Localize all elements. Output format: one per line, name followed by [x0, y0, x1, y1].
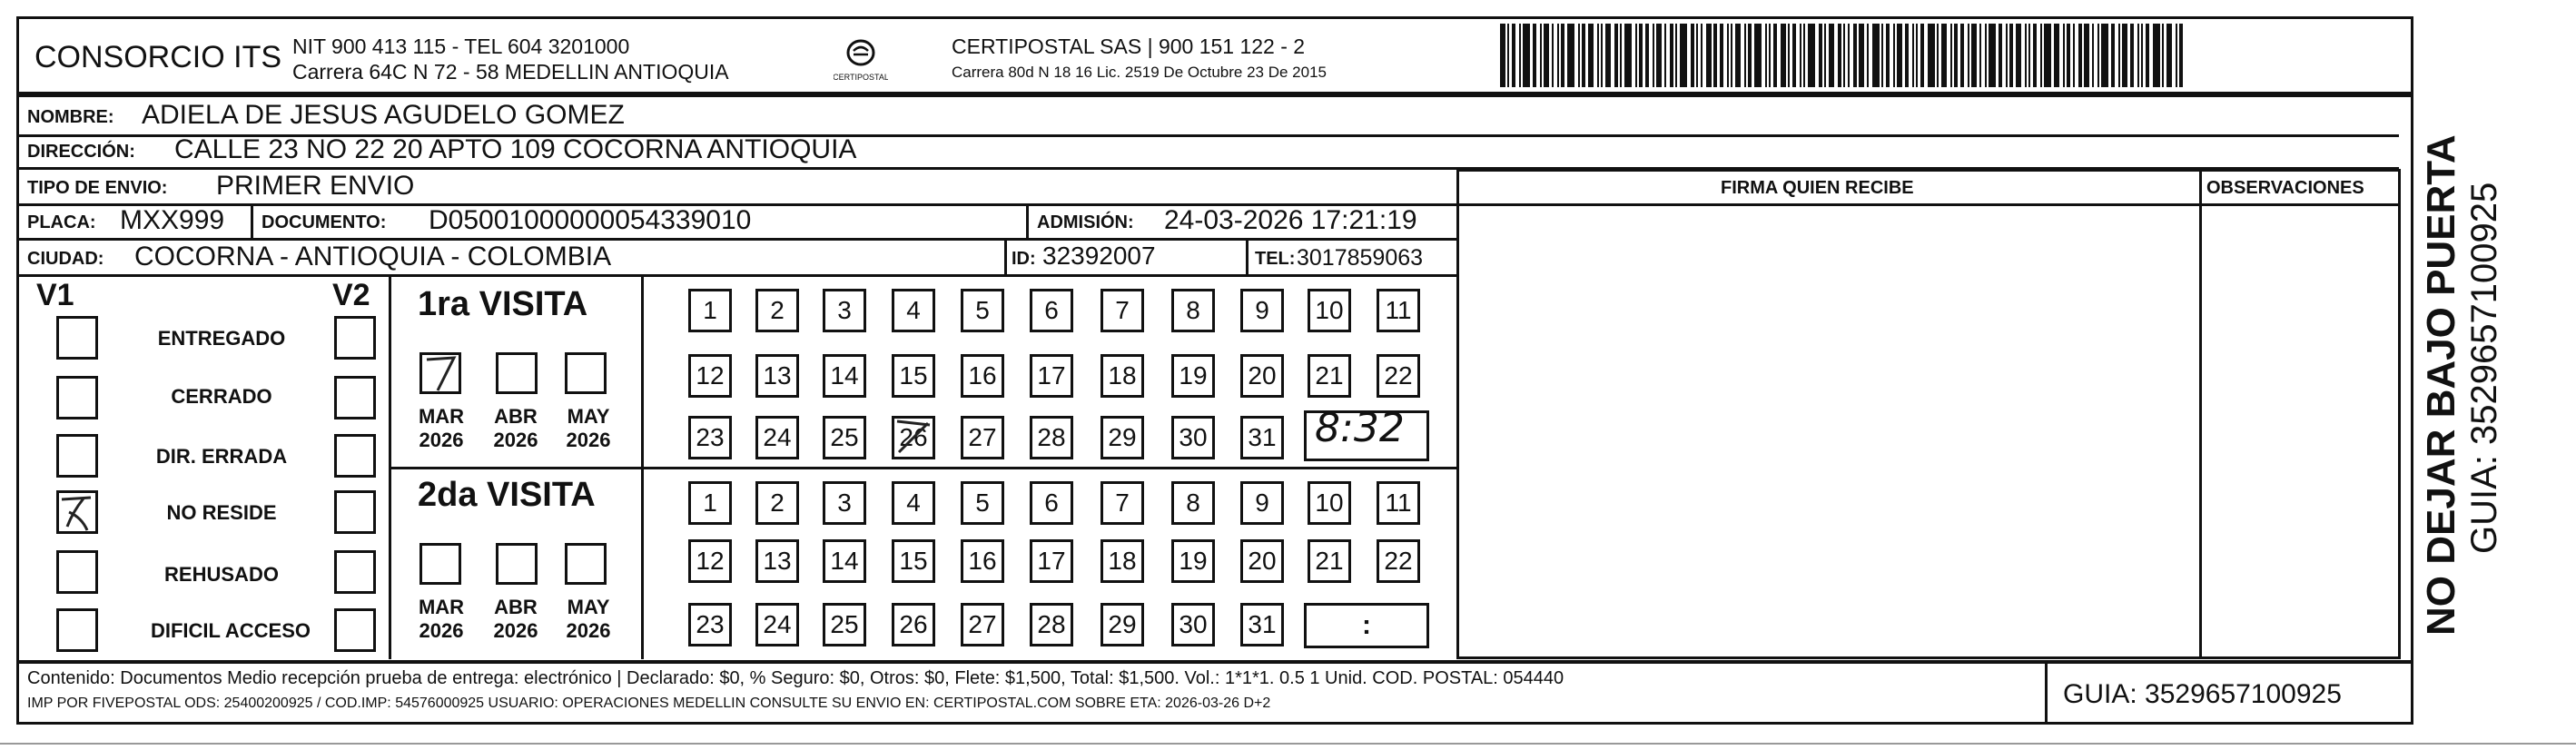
- v2-checkbox-rehusado[interactable]: [334, 550, 376, 594]
- first-visit-day-8[interactable]: 8: [1171, 289, 1215, 332]
- first-visit-day-25[interactable]: 25: [823, 416, 866, 459]
- placa-label: PLACA:: [27, 212, 96, 232]
- second-visit-day-12[interactable]: 12: [688, 539, 732, 583]
- documento-value: D05001000000054339010: [429, 205, 752, 235]
- documento-label: DOCUMENTO:: [262, 212, 387, 232]
- tracking-barcode: [1500, 24, 2226, 87]
- no-dejar-bajo-puerta-warning: NO DEJAR BAJO PUERTA: [2419, 134, 2463, 636]
- first-visit-day-5[interactable]: 5: [961, 289, 1004, 332]
- second-visit-day-4[interactable]: 4: [892, 481, 935, 525]
- direccion-value: CALLE 23 NO 22 20 APTO 109 COCORNA ANTIOQUIA: [174, 134, 857, 164]
- company-name: CONSORCIO ITS: [35, 40, 282, 74]
- right-block: [1456, 169, 2401, 659]
- second-visit-day-30[interactable]: 30: [1171, 603, 1215, 646]
- id-value: 32392007: [1042, 242, 1156, 270]
- company-nit-tel: NIT 900 413 115 - TEL 604 3201000: [292, 35, 630, 58]
- second-visit-day-7[interactable]: 7: [1100, 481, 1144, 525]
- tel-label: TEL:: [1255, 249, 1296, 269]
- tipo-envio-label: TIPO DE ENVIO:: [27, 178, 168, 198]
- tel-value: 3017859063: [1297, 245, 1424, 271]
- status-option-rehusado: REHUSADO: [164, 563, 279, 586]
- second-visit-day-18[interactable]: 18: [1100, 539, 1144, 583]
- company-address: Carrera 64C N 72 - 58 MEDELLIN ANTIOQUIA: [292, 60, 729, 84]
- first-visit-month-abr-box[interactable]: [496, 352, 538, 394]
- first-visit-day-29[interactable]: 29: [1100, 416, 1144, 459]
- second-visit-day-11[interactable]: 11: [1377, 481, 1420, 525]
- first-visit-time-handwritten: 8:32: [1315, 405, 1405, 451]
- second-visit-day-3[interactable]: 3: [823, 481, 866, 525]
- second-visit-day-20[interactable]: 20: [1240, 539, 1284, 583]
- admision-label: ADMISIÓN:: [1037, 212, 1134, 232]
- second-visit-day-21[interactable]: 21: [1308, 539, 1351, 583]
- first-visit-month-may-box[interactable]: [565, 352, 607, 394]
- svg-text:CERTIPOSTAL: CERTIPOSTAL: [834, 73, 888, 82]
- second-visit-month-may: MAY 2026: [566, 596, 611, 642]
- first-visit-day-20[interactable]: 20: [1240, 354, 1284, 398]
- first-visit-day-19[interactable]: 19: [1171, 354, 1215, 398]
- second-visit-day-19[interactable]: 19: [1171, 539, 1215, 583]
- second-visit-day-14[interactable]: 14: [823, 539, 866, 583]
- second-visit-day-28[interactable]: 28: [1030, 603, 1073, 646]
- second-visit-day-16[interactable]: 16: [961, 539, 1004, 583]
- nombre-value: ADIELA DE JESUS AGUDELO GOMEZ: [142, 100, 625, 130]
- carrier-name: CERTIPOSTAL SAS | 900 151 122 - 2: [952, 35, 1306, 58]
- v1-checkbox-no-reside[interactable]: [56, 490, 98, 534]
- handwritten-mark-icon: [419, 352, 461, 394]
- v2-checkbox-no-reside[interactable]: [334, 490, 376, 534]
- second-visit-month-abr-box[interactable]: [496, 543, 538, 585]
- second-visit-month-abr: ABR 2026: [493, 596, 538, 642]
- first-visit-day-27[interactable]: 27: [961, 416, 1004, 459]
- second-visit-time-placeholder: :: [1362, 610, 1371, 640]
- first-visit-day-3[interactable]: 3: [823, 289, 866, 332]
- nombre-label: NOMBRE:: [27, 107, 114, 127]
- v2-checkbox-dir-errada[interactable]: [334, 434, 376, 478]
- footer-content-line: Contenido: Documentos Medio recepción prueba de entrega: electrónico | Declarado: $0, % Seguro: $0, Otros: $0, Flete: $1,500, Total: $1,500. Vol.: 1*1*1. 0.5 1 Unid. COD. POSTAL: 054440: [27, 668, 1564, 688]
- first-visit-day-31[interactable]: 31: [1240, 416, 1284, 459]
- second-visit-day-17[interactable]: 17: [1030, 539, 1073, 583]
- handwritten-strike-icon: [892, 416, 935, 459]
- second-visit-day-1[interactable]: 1: [688, 481, 732, 525]
- second-visit-day-23[interactable]: 23: [688, 603, 732, 646]
- first-visit-month-mar: MAR 2026: [418, 405, 465, 451]
- v2-checkbox-dificil-acceso[interactable]: [334, 608, 376, 652]
- second-visit-day-29[interactable]: 29: [1100, 603, 1144, 646]
- first-visit-day-4[interactable]: 4: [892, 289, 935, 332]
- second-visit-time-box[interactable]: [1304, 603, 1429, 648]
- placa-value: MXX999: [120, 205, 225, 235]
- first-visit-day-24[interactable]: 24: [755, 416, 799, 459]
- second-visit-month-mar: MAR 2026: [418, 596, 465, 642]
- ciudad-label: CIUDAD:: [27, 249, 104, 269]
- observaciones-header: OBSERVACIONES: [2206, 178, 2364, 198]
- handwritten-check-icon: [56, 490, 98, 534]
- v1-checkbox-entregado[interactable]: [56, 316, 98, 360]
- status-option-entregado: ENTREGADO: [157, 327, 286, 350]
- status-option-cerrado: CERRADO: [171, 385, 272, 408]
- first-visit-day-2[interactable]: 2: [755, 289, 799, 332]
- first-visit-day-22[interactable]: 22: [1377, 354, 1420, 398]
- second-visit-day-27[interactable]: 27: [961, 603, 1004, 646]
- first-visit-day-14[interactable]: 14: [823, 354, 866, 398]
- first-visit-day-7[interactable]: 7: [1100, 289, 1144, 332]
- second-visit-day-22[interactable]: 22: [1377, 539, 1420, 583]
- v1-checkbox-cerrado[interactable]: [56, 376, 98, 419]
- second-visit-day-26[interactable]: 26: [892, 603, 935, 646]
- tipo-envio-value: PRIMER ENVIO: [216, 171, 415, 201]
- ciudad-value: COCORNA - ANTIOQUIA - COLOMBIA: [134, 242, 612, 271]
- footer-imp-line: IMP POR FIVEPOSTAL ODS: 25400200925 / COD.IMP: 54576000925 USUARIO: OPERACIONES MEDELLIN CONSULTE SU ENVIO EN: CERTIPOSTAL.COM SOBRE ETA: 2026-03-26 D+2: [27, 696, 1271, 711]
- v2-checkbox-entregado[interactable]: [334, 316, 376, 360]
- status-option-dificil-acceso: DIFICIL ACCESO: [150, 619, 311, 642]
- second-visit-day-15[interactable]: 15: [892, 539, 935, 583]
- second-visit-label: 2da VISITA: [418, 476, 596, 514]
- second-visit-day-6[interactable]: 6: [1030, 481, 1073, 525]
- id-label: ID:: [1012, 249, 1036, 269]
- second-visit-day-9[interactable]: 9: [1240, 481, 1284, 525]
- first-visit-day-17[interactable]: 17: [1030, 354, 1073, 398]
- first-visit-label: 1ra VISITA: [418, 285, 588, 323]
- first-visit-day-18[interactable]: 18: [1100, 354, 1144, 398]
- first-visit-day-28[interactable]: 28: [1030, 416, 1073, 459]
- first-visit-day-12[interactable]: 12: [688, 354, 732, 398]
- first-visit-day-21[interactable]: 21: [1308, 354, 1351, 398]
- direccion-label: DIRECCIÓN:: [27, 142, 135, 162]
- first-visit-day-9[interactable]: 9: [1240, 289, 1284, 332]
- first-visit-month-may: MAY 2026: [566, 405, 611, 451]
- second-visit-month-may-box[interactable]: [565, 543, 607, 585]
- second-visit-day-31[interactable]: 31: [1240, 603, 1284, 646]
- first-visit-day-13[interactable]: 13: [755, 354, 799, 398]
- status-option-dir-errada: DIR. ERRADA: [155, 445, 288, 468]
- first-visit-day-26[interactable]: 26: [892, 416, 935, 459]
- second-visit-day-24[interactable]: 24: [755, 603, 799, 646]
- admision-value: 24-03-2026 17:21:19: [1164, 205, 1417, 235]
- first-visit-day-1[interactable]: 1: [688, 289, 732, 332]
- footer-guia: GUIA: 3529657100925: [2063, 679, 2342, 709]
- first-visit-month-mar-box[interactable]: [419, 352, 461, 394]
- second-visit-day-10[interactable]: 10: [1308, 481, 1351, 525]
- firma-header: FIRMA QUIEN RECIBE: [1721, 178, 1914, 198]
- first-visit-day-30[interactable]: 30: [1171, 416, 1215, 459]
- first-visit-day-6[interactable]: 6: [1030, 289, 1073, 332]
- v1-checkbox-dir-errada[interactable]: [56, 434, 98, 478]
- v1-checkbox-rehusado[interactable]: [56, 550, 98, 594]
- second-visit-day-5[interactable]: 5: [961, 481, 1004, 525]
- v1-header: V1: [36, 278, 74, 312]
- second-visit-day-13[interactable]: 13: [755, 539, 799, 583]
- second-visit-day-25[interactable]: 25: [823, 603, 866, 646]
- v2-header: V2: [332, 278, 370, 312]
- first-visit-day-15[interactable]: 15: [892, 354, 935, 398]
- second-visit-day-8[interactable]: 8: [1171, 481, 1215, 525]
- v2-checkbox-cerrado[interactable]: [334, 376, 376, 419]
- v1-checkbox-dificil-acceso[interactable]: [56, 608, 98, 652]
- first-visit-day-10[interactable]: 10: [1308, 289, 1351, 332]
- first-visit-day-23[interactable]: 23: [688, 416, 732, 459]
- second-visit-month-mar-box[interactable]: [419, 543, 461, 585]
- first-visit-month-abr: ABR 2026: [493, 405, 538, 451]
- status-option-no-reside: NO RESIDE: [166, 501, 277, 524]
- first-visit-day-16[interactable]: 16: [961, 354, 1004, 398]
- first-visit-day-11[interactable]: 11: [1377, 289, 1420, 332]
- second-visit-day-2[interactable]: 2: [755, 481, 799, 525]
- side-guia: GUIA: 3529657100925: [2464, 182, 2504, 554]
- certipostal-logo: [834, 35, 888, 85]
- carrier-license: Carrera 80d N 18 16 Lic. 2519 De Octubre 23 De 2015: [952, 64, 1327, 81]
